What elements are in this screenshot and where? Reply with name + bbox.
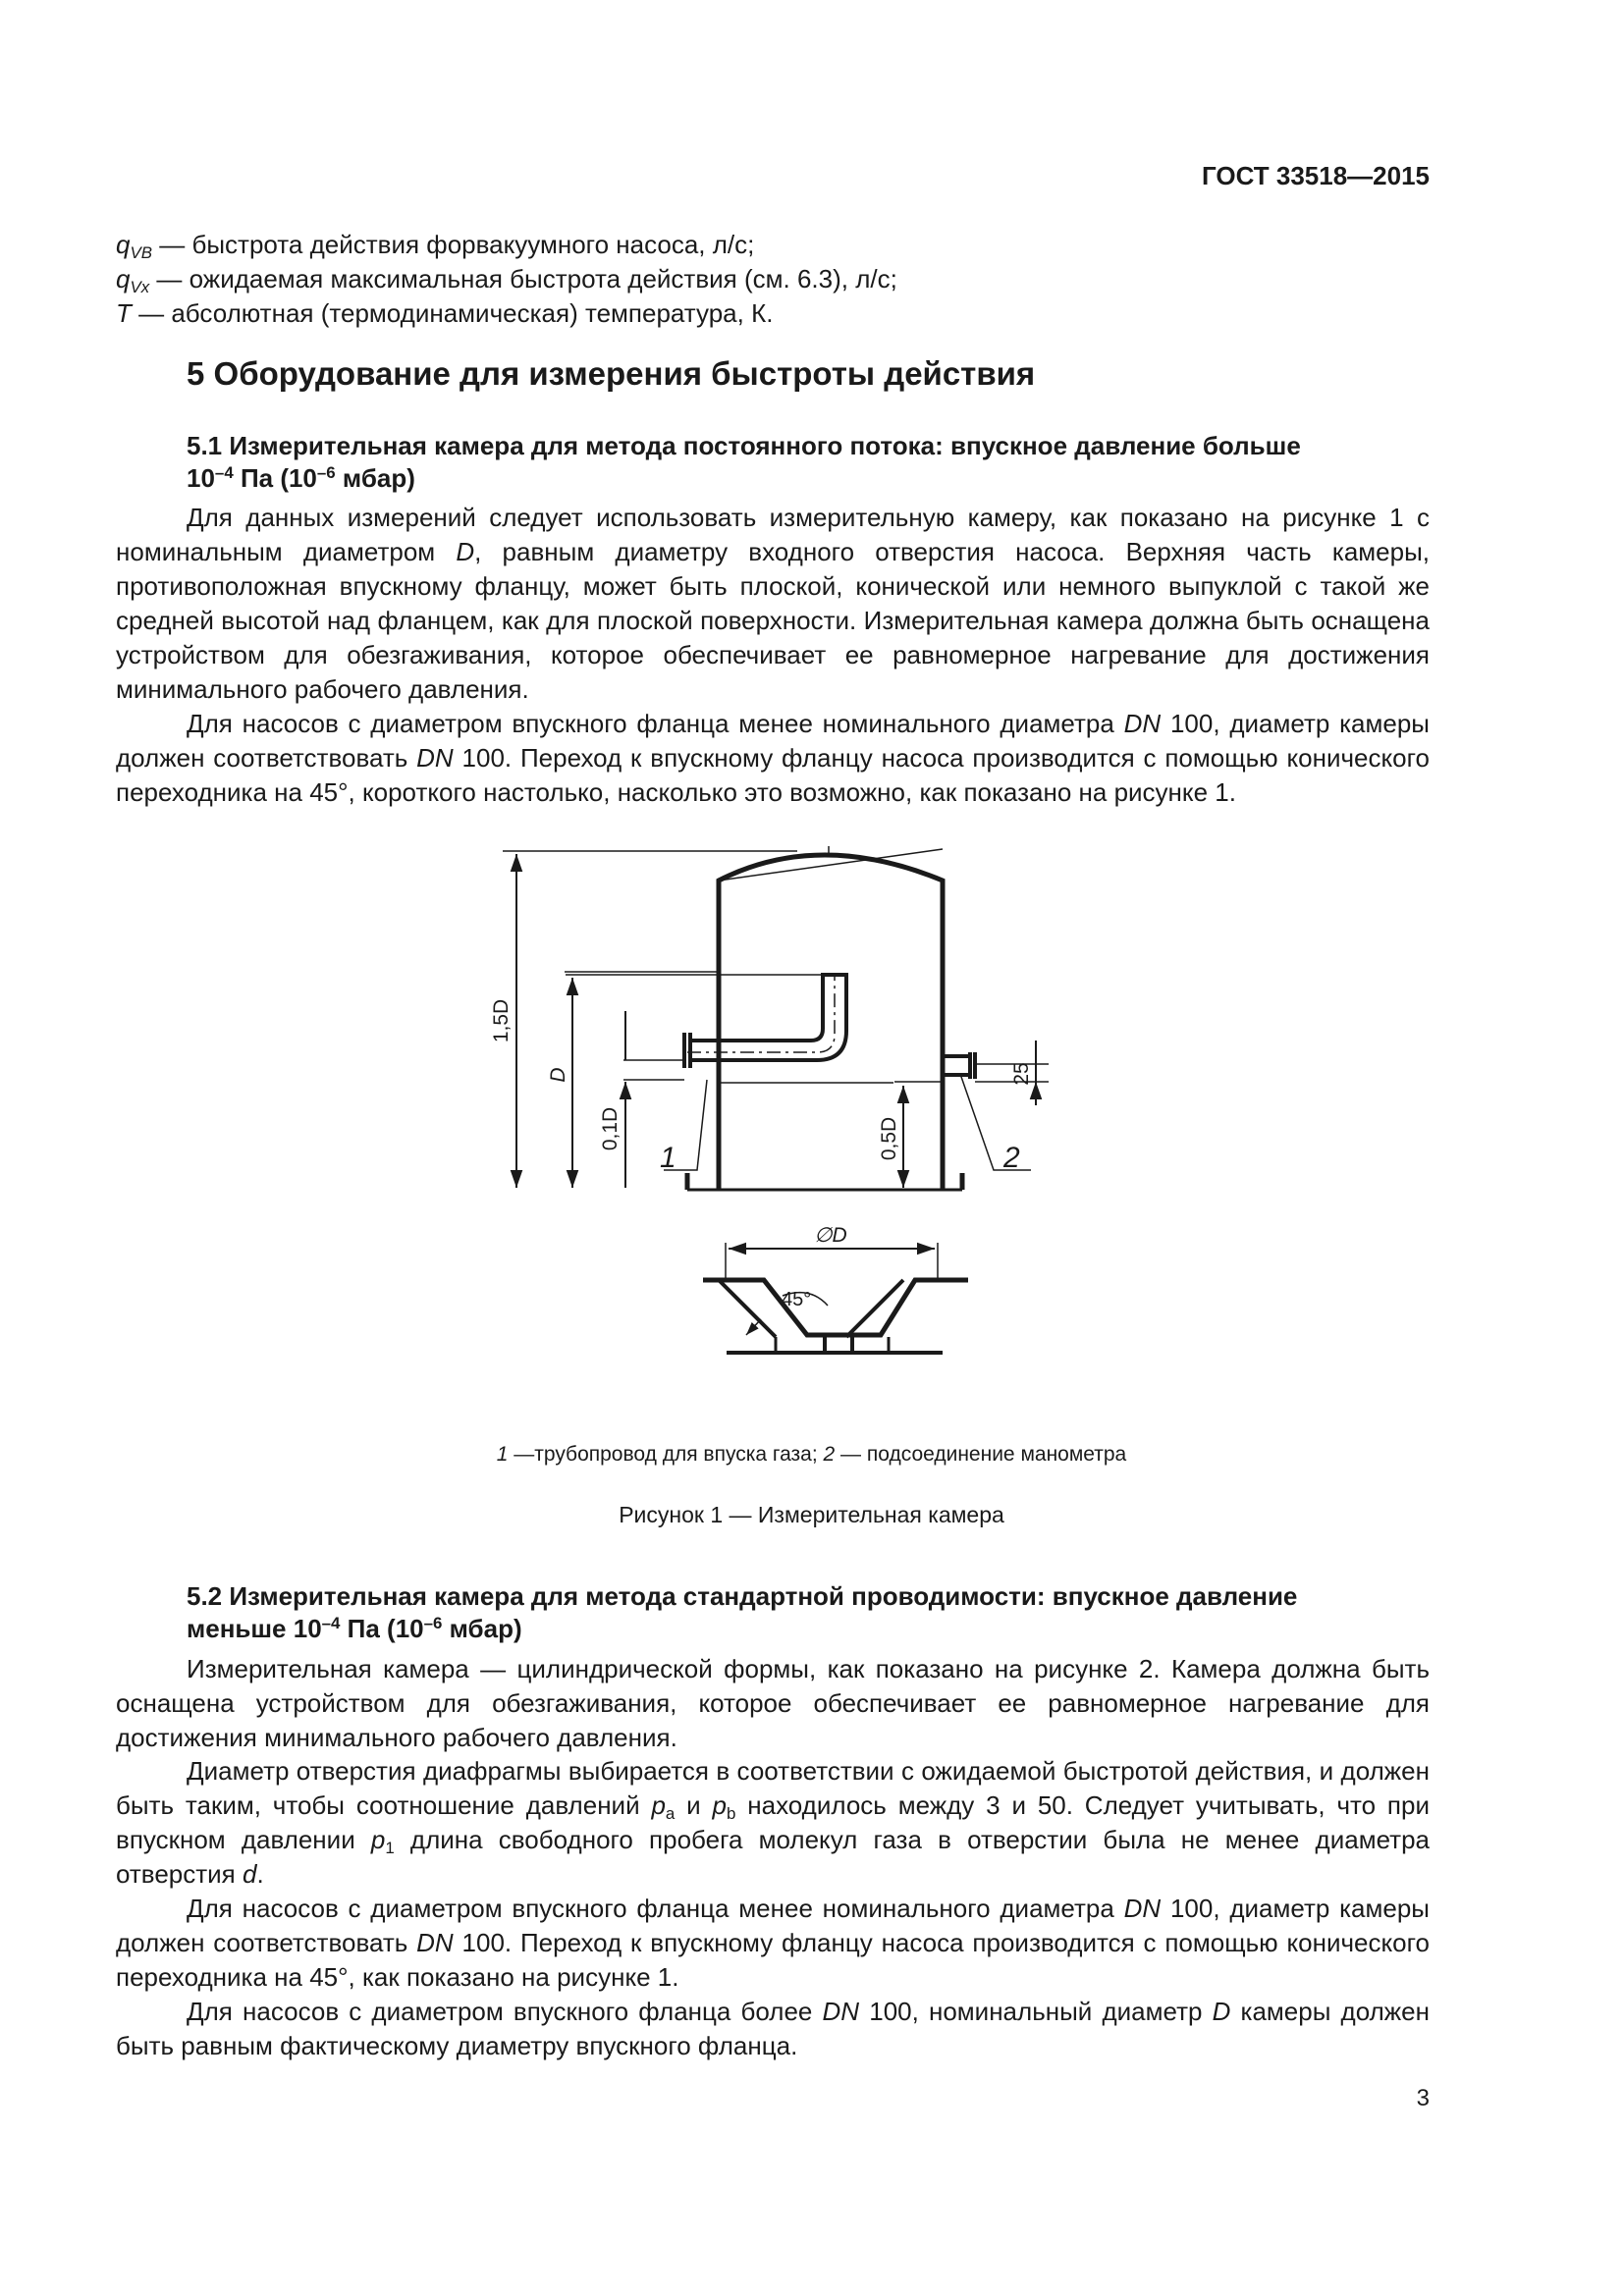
definition-qvx: $q_{Vx}$ — ожидаемая максимальная быстрота действия (см. 6.3), л/с; [116, 264, 897, 296]
gauge-port [943, 1056, 970, 1075]
figure-1-title: Рисунок 1 — Измерительная камера [619, 1502, 1004, 1527]
standard-number: ГОСТ 33518—2015 [1202, 161, 1430, 190]
section-5-2-paragraph-4: Для насосов с диаметром впускного фланца более DN 100, номинальный диаметр D камеры должен быть равным фактическому диаметру впускного фланца. [116, 1997, 1430, 2060]
dim-label-0-1D: 0,1D [599, 1106, 622, 1151]
callout-2: 2 [1003, 1142, 1020, 1174]
inlet-pipe-flange [684, 1033, 690, 1068]
angle-label: 45° [782, 1289, 812, 1310]
section-5-heading: 5 Оборудование для измерения быстроты действия [187, 355, 1036, 392]
gauge-port-flange [970, 1052, 975, 1079]
section-5-1-paragraph-1: Для данных измерений следует использовать измерительную камеру, как показано на рисунке 1 с номинальным диаметром D, равным диаметру входного отверстия насоса. Верхняя часть камеры, противоположная впускному фланцу, может быть плоской, конической или немного выпуклой с такой же средней высотой над фланцем, как для плоской поверхности. Измерительная камера должна быть оснащена устройством для обезгаживания, которое обеспечивает ее равномерное нагревание для достижения минимального рабочего давления. [116, 503, 1431, 704]
callout-2-leader [960, 1074, 1031, 1170]
figure-1-legend: 1 —трубопровод для впуска газа; 2 — подсоединение манометра [496, 1443, 1127, 1466]
dim-label-25: 25 [1010, 1062, 1033, 1086]
section-5-2-paragraph-2: Диаметр отверстия диафрагмы выбирается в соответствии с ожидаемой быстротой действия, и должен быть таким, чтобы соотношение давлений $p_a$ и $p_b$ находилось между 3 и 50. Следует учитывать, что при впускном давлении $p_1$ длина свободного пробега молекул газа в отверстии была не менее диаметра отверстия d. [116, 1756, 1431, 1889]
adapter-outlet [746, 1337, 923, 1353]
inlet-pipe [690, 975, 846, 1060]
dim-label-diam-D: ∅D [814, 1224, 847, 1247]
section-5-1-paragraph-2: Для насосов с диаметром впускного фланца менее номинального диаметра DN 100, диаметр камеры должен соответствовать DN 100. Переход к впускному фланцу насоса производится с помощью конического переходника на 45°, короткого настолько, насколько это возможно, как показано на рисунке 1. [116, 709, 1430, 807]
chamber-wall [719, 855, 943, 1190]
callout-1: 1 [660, 1142, 676, 1174]
section-5-2-heading: 5.2 Измерительная камера для метода стандартной проводимости: впускное давление меньше $10^{-4}$ Па ($10^{-6}$ мбар) [187, 1581, 1298, 1643]
adapter-outer [703, 1280, 968, 1335]
definition-qvb: $q_{VB}$ — быстрота действия форвакуумного насоса, л/с; [116, 230, 755, 262]
section-5-2-paragraph-3: Для насосов с диаметром впускного фланца менее номинального диаметра DN 100, диаметр камеры должен соответствовать DN 100. Переход к впускному фланцу насоса производится с помощью конического переходника на 45°, как показано на рисунке 1. [116, 1894, 1430, 1992]
dim-label-0-5D: 0,5D [878, 1116, 900, 1161]
section-5-1-heading: 5.1 Измерительная камера для метода постоянного потока: впускное давление больше $10^{-4}$ Па ($10^{-6}$ мбар) [187, 431, 1301, 493]
dim-label-D: D [547, 1067, 569, 1083]
page-number: 3 [1416, 2085, 1430, 2111]
definition-t: T — абсолютная (термодинамическая) температура, К. [116, 298, 774, 328]
chamber-flange [687, 1173, 962, 1190]
section-5-2-paragraph-1: Измерительная камера — цилиндрической формы, как показано на рисунке 2. Камера должна быть оснащена устройством для обезгаживания, которое обеспечивает ее равномерное нагревание для достижения минимального рабочего давления. [116, 1654, 1430, 1752]
extension-lines [503, 851, 830, 975]
dim-label-1-5D: 1,5D [490, 998, 513, 1043]
